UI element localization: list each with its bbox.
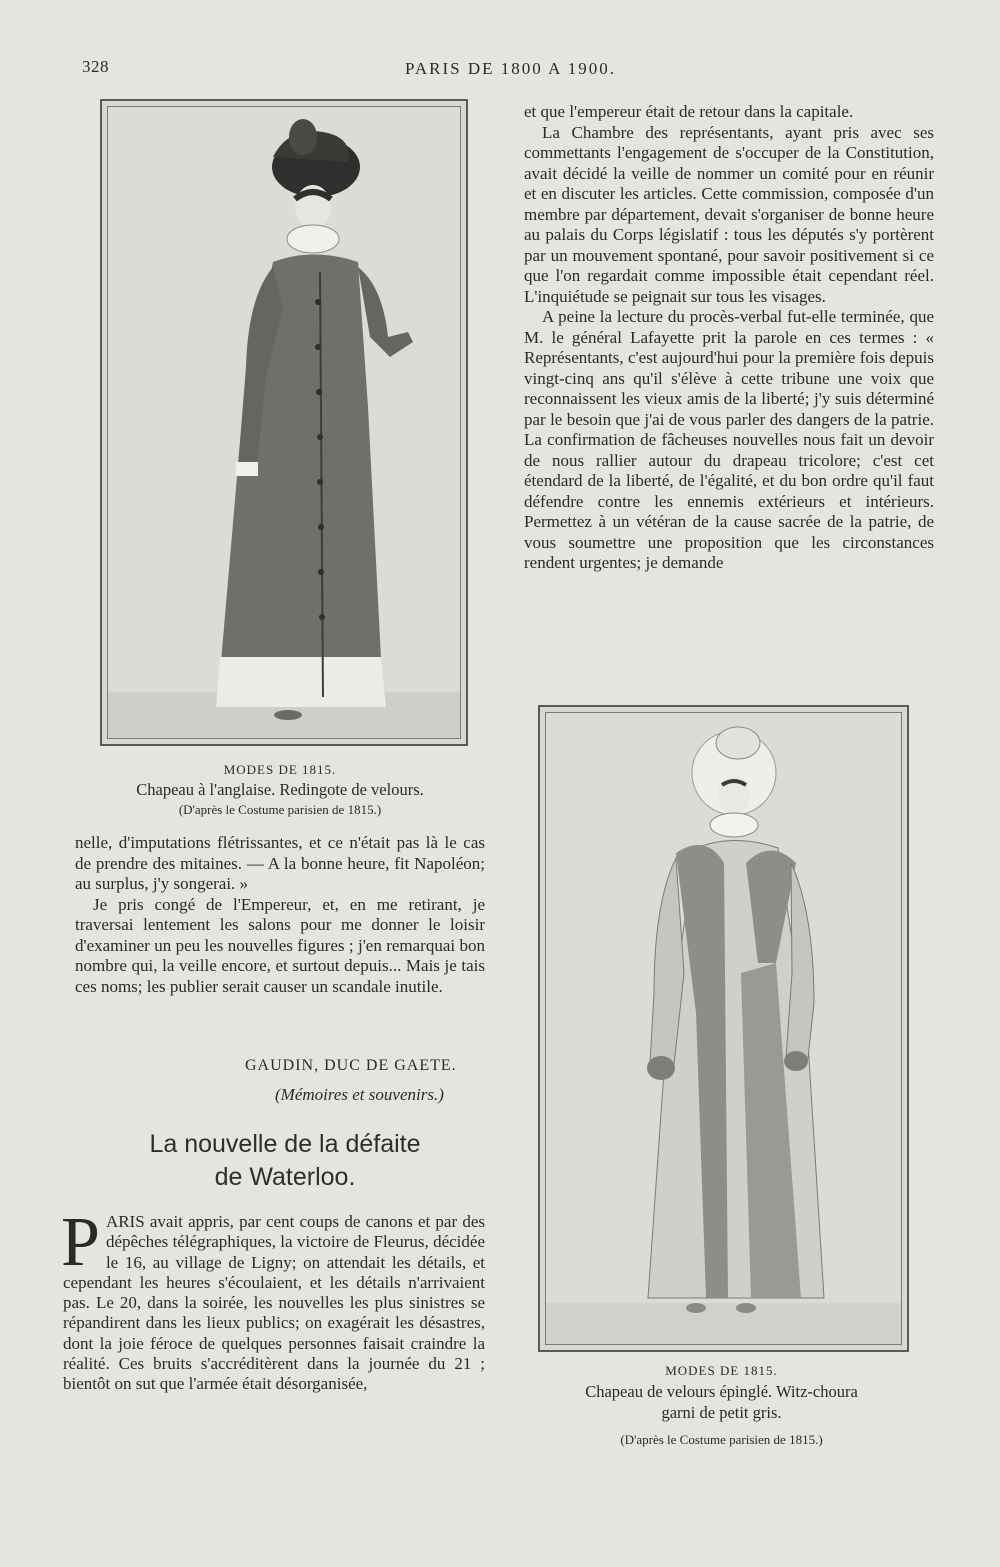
- paragraph: nelle, d'imputations flétrissantes, et ce n'était pas là le cas de prendre des mitaines. — A la bonne heure, fit Napoléon; au surplus, j'y songerai. »: [75, 833, 485, 893]
- fashion-plate-1-image: [107, 106, 461, 739]
- figure-1-label: MODES DE 1815.: [223, 762, 337, 777]
- figure-1-source: (D'après le Costume parisien de 1815.): [178, 802, 382, 817]
- fashion-plate-2: [538, 705, 909, 1352]
- page-number: 328: [82, 57, 109, 76]
- waterloo-section-text: [61, 1204, 485, 1395]
- figure-2-source: (D'après le Costume parisien de 1815.): [620, 1432, 823, 1447]
- fashion-plate-1: [100, 99, 468, 746]
- paragraph: et que l'empereur était de retour dans la capitale.: [524, 102, 854, 121]
- running-title: PARIS DE 1800 A 1900.: [405, 59, 616, 78]
- right-column-text: [524, 102, 934, 574]
- section-title-line-1: La nouvelle de la défaite: [149, 1130, 421, 1158]
- figure-2-caption-line-1: Chapeau de velours épinglé. Witz-choura: [585, 1382, 858, 1401]
- paragraph: A peine la lecture du procès-verbal fut-elle terminée, que M. le général Lafayette prit la parole en ces termes : « Représentants, c'est aujourd'hui pour la première fois depuis vingt-cinq ans qu'il s'élève à cette tribune une voix que reconnaissent les vieux amis de la liberté; j'y suis déterminé par le besoin que j'ai de vous parler des dangers de la patrie. La confirmation de fâcheuses nouvelles nous fait un devoir de nous rallier autour du drapeau tricolore; c'est cet étendard de la liberté, de l'égalité, et du bon ordre qu'il faut défendre contre les ennemis extérieurs et intérieurs. Permettez à un vétéran de la cause sacrée de la patrie, de vous soumettre une proposition que les circonstances rendent urgentes; je demande: [524, 307, 934, 572]
- lead-word: ARIS: [105, 1212, 145, 1231]
- signature-author: GAUDIN, DUC DE GAETE.: [245, 1057, 457, 1074]
- figure-1-caption: Chapeau à l'anglaise. Redingote de velours.: [136, 780, 424, 799]
- paragraph: Je pris congé de l'Empereur, et, en me retirant, je traversai lentement les salons pour me donner le loisir d'examiner un peu les nouvelles figures ; j'en remarquai bon nombre qui, la veille encore, et surtout depuis... Mais je tais ces noms; les publier serait causer un scandale inutile.: [75, 894, 485, 996]
- section-title-line-2: de Waterloo.: [214, 1163, 356, 1191]
- paragraph: La Chambre des représentants, ayant pris avec ses commettants l'engagement de s'occuper de la Constitution, avait décidé la veille de nommer un comité pour en réunir et en discuter les articles. Cette commission, composée d'un membre par département, devait s'organiser de bonne heure au palais du Corps législatif : tous les députés s'y portèrent par un mouvement spontané, pour savoir positivement si ce que l'on regardait comme impossible était cependant réel. L'inquiétude se peignait sur tous les visages.: [524, 122, 934, 306]
- signature-work: (Mémoires et souvenirs.): [275, 1085, 444, 1104]
- woman-in-witz-choura-illustration: [546, 713, 901, 1344]
- fashion-plate-2-image: [545, 712, 902, 1345]
- figure-2-caption-line-2: garni de petit gris.: [661, 1403, 782, 1422]
- left-column-text: [75, 833, 485, 997]
- woman-in-redingote-illustration: [108, 107, 460, 738]
- section-body: avait appris, par cent coups de canons et par des dépêches télégraphiques, la victoire de Fleurus, décidée le 16, au village de Ligny; on attendait les détails, et cependant les heures s'écoulaient, et les détails n'arrivaient pas. Le 20, dans la soirée, les nouvelles les plus sinistres se répandirent dans les lieux publics; on exagérait les désastres, dont la joie féroce de quelques personnes faisait craindre la réalité. Ces bruits s'accréditèrent dans la journée du 21 ; bientôt on sut que l'armée était désorganisée,: [63, 1212, 485, 1394]
- figure-2-label: MODES DE 1815.: [665, 1363, 778, 1378]
- drop-cap: P: [61, 1204, 100, 1281]
